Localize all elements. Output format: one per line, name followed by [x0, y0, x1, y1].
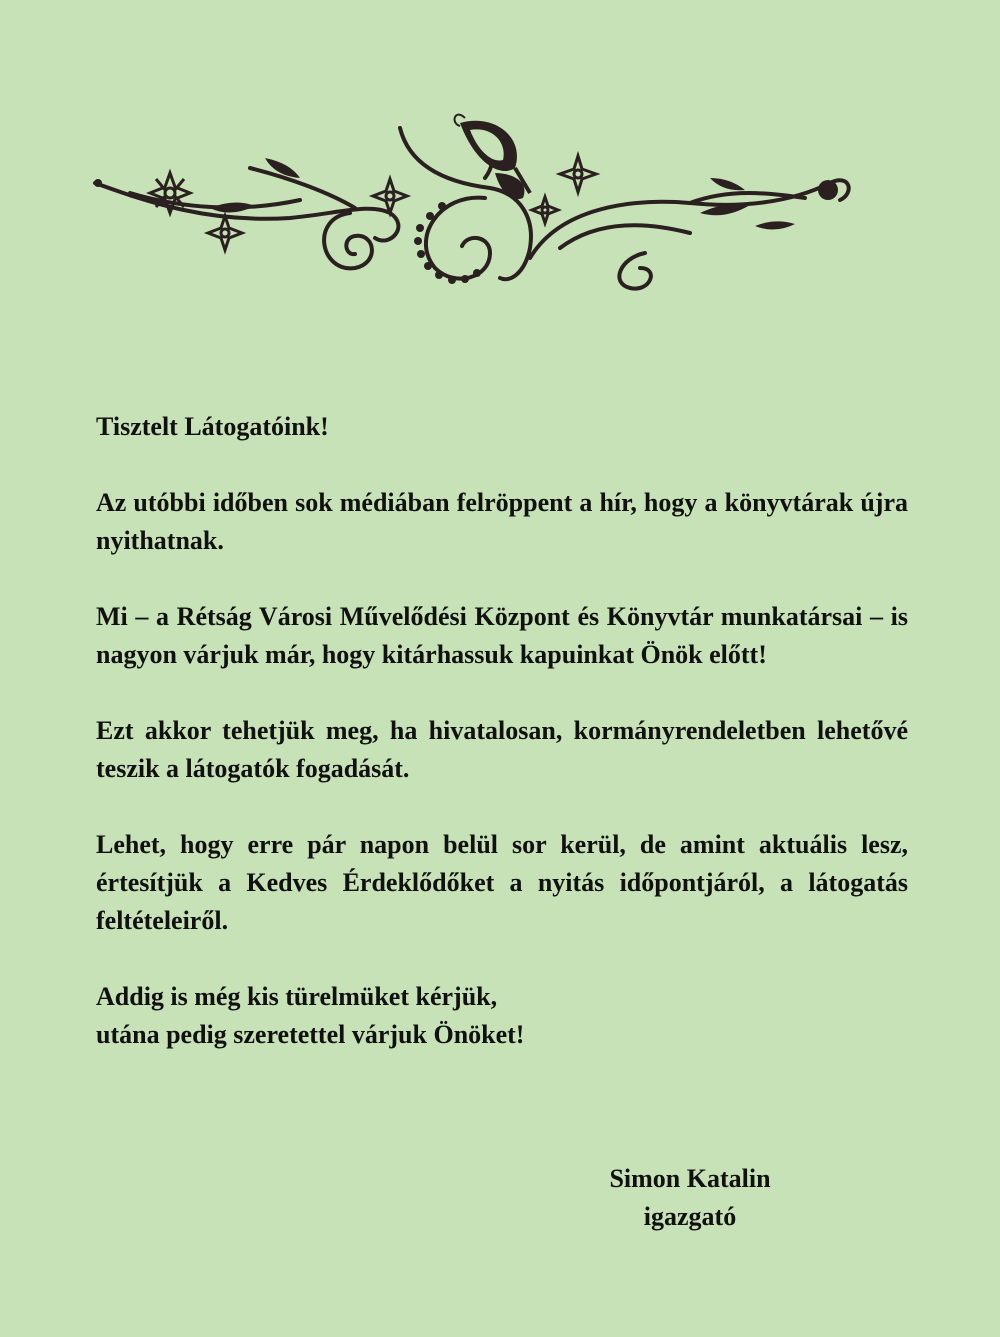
paragraph-2: Mi – a Rétság Városi Művelődési Központ és Könyvtár munkatársai – is nagyon várjuk már, hogy kitárhassuk kapuinkat Önök előtt! — [96, 602, 908, 669]
closing-line-2: utána pedig szeretettel várjuk Önöket! — [96, 1020, 525, 1049]
signature-name: Simon Katalin — [609, 1164, 771, 1193]
closing-line-1: Addig is még kis türelmüket kérjük, — [96, 982, 498, 1011]
signature-title: igazgató — [643, 1202, 737, 1231]
greeting: Tisztelt Látogatóink! — [96, 412, 329, 441]
paragraph-4: Lehet, hogy erre pár napon belül sor kerül, de amint aktuális lesz, értesítjük a Kedves Érdeklődőket a nyitás időpontjáról, a látogatás feltételeiről. — [96, 830, 908, 935]
letter-body — [96, 408, 908, 1054]
paragraph-1: Az utóbbi időben sok médiában felröppent a hír, hogy a könyvtárak újra nyithatnak. — [96, 488, 908, 555]
floral-butterfly-ornament-icon — [90, 108, 870, 308]
paragraph-3: Ezt akkor tehetjük meg, ha hivatalosan, kormányrendeletben lehetővé teszik a látogatók fogadását. — [96, 716, 908, 783]
signature — [560, 1160, 820, 1236]
closing — [96, 978, 908, 1054]
